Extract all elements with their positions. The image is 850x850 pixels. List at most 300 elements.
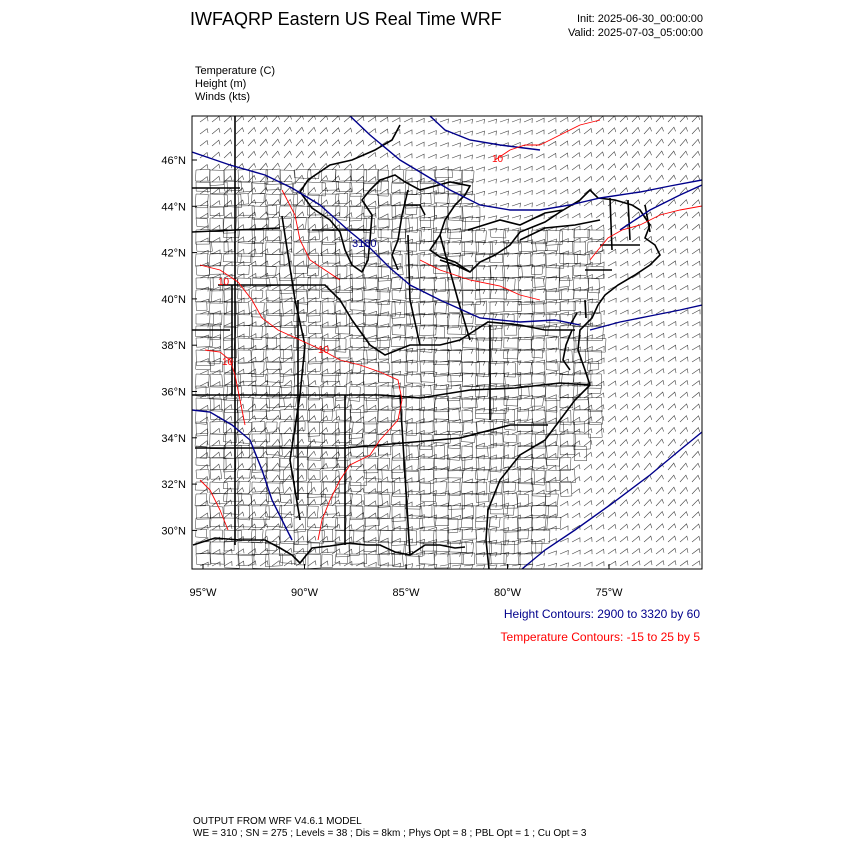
wind-barb [692,439,700,446]
wind-barb [548,165,556,170]
wind-barb [260,163,268,170]
wind-barb [272,285,280,290]
wind-barb [608,128,616,134]
wind-barb [272,475,280,482]
wind-barb [584,525,592,530]
wind-barb [512,166,520,170]
wind-barb [296,273,304,278]
wind-barb [464,241,473,245]
county-outline [406,374,422,383]
wind-barb [608,274,616,278]
wind-barb [428,142,436,146]
wind-barb [596,416,604,422]
county-outline [420,349,435,361]
wind-barb [668,439,676,446]
county-outline [196,205,208,218]
wind-barb [680,200,688,206]
county-outline [378,230,392,238]
wind-barb [320,357,328,362]
wind-barb [428,361,437,365]
wind-barb [272,297,280,302]
wind-barb [224,500,232,506]
wind-barb [272,151,280,158]
wind-barb [608,381,616,386]
wind-barb [380,117,388,122]
wind-barb [500,131,508,135]
wind-barb [440,167,448,171]
wind-barb [236,500,244,506]
wind-barb [596,274,604,278]
lat-label: 38°N [161,340,186,353]
wind-barb [440,119,448,123]
wind-barb [380,371,388,375]
wind-barb [284,487,292,494]
county-outline [462,553,475,565]
wind-barb [536,166,544,170]
wind-barb [500,203,509,207]
county-outline [322,470,340,482]
wind-barb [596,176,604,182]
county-outline [504,301,521,311]
county-outline [490,374,505,384]
wind-barb [692,273,700,278]
wind-barb [512,179,520,183]
wind-barb [236,358,244,362]
wind-barb [284,151,292,158]
wind-barb [272,139,280,146]
wind-barb [224,310,232,314]
wind-barb [356,287,364,291]
wind-barb [500,515,509,519]
wind-barb [608,404,616,410]
county-outline [392,506,405,522]
wind-barb [500,119,508,123]
wind-barb [620,128,628,134]
wind-barb [464,467,472,471]
wind-barb [308,127,316,134]
wind-barb [680,298,688,302]
wind-barb [320,334,328,338]
wind-barb [224,128,232,134]
wind-barb [668,463,676,470]
wind-barb [248,139,256,146]
wind-barb [224,464,232,470]
county-outline [489,338,501,349]
wind-barb [224,200,232,206]
wind-barb [596,200,604,206]
wind-barb [584,213,592,218]
wind-barb [488,119,497,123]
wind-barb [332,416,340,422]
county-outline [405,206,417,215]
wind-barb [644,487,652,494]
county-outline [532,253,546,267]
wind-barb [608,334,616,338]
wind-barb [452,167,460,171]
wind-barb [560,153,568,158]
county-outline [223,481,239,489]
wind-barb [548,130,556,134]
county-outline [406,386,422,396]
wind-barb [596,262,604,266]
wind-barb [680,524,688,530]
wind-barb [668,127,676,134]
county-outline [196,218,208,227]
wind-barb [596,488,604,494]
county-outline [406,506,422,516]
county-outline [196,182,210,191]
county-outline [224,469,235,479]
wind-barb [308,439,316,446]
wind-barb [620,440,628,446]
wind-barb [464,455,472,459]
wind-barb [248,200,256,206]
wind-barb [332,152,340,158]
wind-barb [620,139,628,146]
wind-barb [296,487,304,494]
wind-barb [692,381,700,386]
wind-barb [308,163,316,170]
wind-barb [572,550,580,554]
wind-barb [524,454,532,458]
wind-barb [320,428,328,434]
wind-barb [608,310,616,314]
wind-barb [320,561,328,566]
county-outline [350,169,367,181]
county-outline [433,314,449,326]
county-outline [364,542,376,552]
county-outline [210,482,228,494]
wind-barb [284,297,292,302]
wind-barb [380,129,388,134]
county-outline [475,290,491,300]
wind-barb [572,189,580,194]
county-outline [377,410,395,422]
county-outline [518,242,536,252]
wind-barb [692,310,700,314]
county-outline [434,169,453,177]
wind-barb [296,548,304,554]
wind-barb [248,416,256,422]
wind-barb [668,548,676,554]
wind-barb [476,119,485,123]
wind-barb [632,451,640,458]
legend-winds: Winds (kts) [195,91,250,103]
wind-barb [356,382,364,386]
wind-barb [608,346,616,350]
wind-barb [608,358,616,362]
county-outline [461,482,477,493]
wind-barb [668,249,676,254]
wind-barb [284,345,292,350]
wind-barb [284,439,292,446]
wind-barb [644,548,652,554]
wind-barb [500,431,509,435]
wind-barb [632,475,640,482]
county-outline [209,518,224,526]
wind-barb [416,154,424,158]
wind-barb [428,384,437,388]
wind-barb [212,176,220,182]
county-outline [490,301,504,312]
wind-barb [248,151,256,158]
wind-barb [356,299,364,303]
wind-barb [428,419,436,423]
wind-barb [512,552,521,556]
county-outline [280,409,298,420]
wind-barb [632,381,640,386]
wind-barb [368,141,376,146]
lat-label: 40°N [161,293,186,306]
wind-barb [332,200,340,206]
county-outline [238,218,255,230]
wind-barb [200,323,209,327]
wind-barb [404,130,412,134]
wind-barb [596,140,604,146]
wind-barb [584,562,592,566]
wind-barb [608,440,616,446]
county-outline [210,506,223,518]
county-outline [251,290,263,299]
wind-barb [632,151,640,158]
wind-barb [620,188,628,194]
county-outline [279,218,291,227]
wind-barb [632,334,640,338]
wind-barb [644,451,652,458]
county-outline [294,470,307,482]
wind-barb [680,416,688,422]
county-outline [462,290,480,305]
wind-barb [368,538,376,542]
wind-barb [296,451,304,458]
county-outline [238,350,251,364]
wind-barb [356,525,364,530]
wind-barb [308,499,316,506]
county-outline [224,242,235,252]
county-outline [420,278,434,290]
wind-barb [368,417,376,422]
wind-barb [500,216,509,220]
county-outline [420,362,435,372]
wind-barb [308,536,316,542]
wind-barb [548,276,557,280]
county-outline [209,542,225,555]
county-outline [434,505,452,518]
wind-barb [212,225,220,230]
county-outline [392,290,406,300]
wind-barb [584,429,592,434]
county-outline [210,470,222,479]
wind-barb [392,465,400,470]
wind-barb [308,357,316,362]
county-outline [587,290,599,300]
wind-barb [644,427,652,434]
wind-barb [308,561,316,566]
wind-barb [212,152,220,158]
county-outline [196,398,214,410]
county-outline [518,265,535,276]
wind-barb [680,404,688,410]
wind-barb [464,565,473,569]
wind-barb [200,513,208,518]
county-outline [420,314,437,325]
wind-barb [224,152,232,158]
wind-barb [416,142,424,146]
wind-barb [668,175,676,182]
county-outline [532,242,547,251]
wind-barb [200,213,208,218]
wind-barb [620,151,628,158]
county-outline [462,362,480,374]
wind-barb [452,491,460,495]
wind-barb [356,128,364,134]
wind-barb [596,164,604,170]
wind-barb [320,381,328,386]
wind-barb [356,464,364,470]
county-outline [517,494,528,507]
county-outline [392,326,405,336]
wind-barb [608,212,616,218]
lat-label: 30°N [161,525,186,538]
wind-barb [200,250,208,254]
county-outline [307,506,318,518]
wind-barb [644,333,652,338]
wind-barb [368,129,376,134]
wind-barb [500,167,508,171]
wind-barb [560,189,568,194]
wind-barb [308,188,316,194]
wind-barb [344,128,352,134]
wind-barb [536,190,544,194]
wind-barb [200,141,208,146]
wind-barb [464,302,473,306]
wind-barb [644,139,652,146]
wind-barb [692,334,700,338]
wind-barb [680,212,688,218]
wind-barb [212,382,220,386]
wind-barb [632,463,640,470]
wind-barb [476,216,485,220]
wind-barb [512,119,520,123]
wind-barb [440,491,448,495]
wind-barb [656,139,664,146]
wind-barb [404,372,413,376]
wind-barb [668,561,676,566]
wind-barb [608,200,616,206]
wind-barb [692,512,700,518]
county-outline [210,553,224,564]
county-outline [559,374,574,383]
temperature-contour-info: Temperature Contours: -15 to 25 by 5 [500,630,700,644]
county-outline [336,170,352,182]
county-outline [364,169,379,183]
wind-barb [644,512,652,518]
wind-barb [356,176,364,182]
wind-barb [512,154,520,158]
wind-barb [380,453,388,458]
county-outline [335,206,347,220]
wind-barb [620,451,628,458]
wind-barb [260,512,268,518]
wind-barb [644,127,652,134]
wind-barb [344,140,352,146]
county-outline [531,470,545,485]
wind-barb [584,117,592,122]
wind-barb [236,140,244,146]
wind-barb [260,139,268,146]
county-outline [266,398,284,408]
wind-barb [392,539,400,543]
wind-barb [596,128,604,134]
wind-barb [512,503,520,507]
wind-barb [368,477,376,482]
wind-barb [404,118,412,122]
wind-barb [272,321,280,326]
wind-barb [392,324,401,328]
wind-barb [296,524,304,530]
wind-barb [572,153,580,158]
wind-barb [512,564,521,568]
wind-barb [452,515,461,519]
county-outline [252,266,267,277]
wind-barb [500,326,509,330]
county-outline [420,290,433,303]
wind-barb [656,439,664,446]
wind-barb [692,524,700,530]
wind-barb [476,155,484,159]
county-outline [364,494,382,506]
county-outline [532,410,546,424]
wind-barb [656,297,664,302]
wind-barb [632,439,640,446]
wind-barb [308,151,316,158]
wind-barb [644,416,652,422]
county-outline [448,326,466,335]
wind-barb [656,524,664,530]
wind-barb [428,337,437,341]
wind-barb [692,561,700,566]
valid-time: Valid: 2025-07-03_05:00:00 [568,27,703,39]
wind-barb [536,154,544,158]
wind-barb [368,177,376,182]
county-outline [391,337,405,346]
county-outline [238,458,256,470]
wind-barb [272,487,280,494]
county-outline [461,517,473,527]
wind-barb [668,285,676,290]
county-outline [546,470,560,481]
county-outline [448,434,460,449]
wind-barb [296,380,304,386]
wind-barb [284,139,292,146]
wind-barb [224,549,232,554]
wind-barb [680,357,688,362]
wind-barb [620,404,628,410]
wind-barb [680,392,688,398]
wind-barb [656,548,664,554]
wind-barb [356,189,364,194]
wind-barb [332,452,340,458]
county-outline [560,422,575,432]
wind-barb [452,385,461,389]
wind-barb [512,131,520,135]
county-outline [363,218,374,233]
wind-barb [620,500,628,506]
county-outline [210,374,223,387]
wind-barb [536,202,544,206]
wind-barb [524,203,532,207]
county-outline [560,350,573,363]
